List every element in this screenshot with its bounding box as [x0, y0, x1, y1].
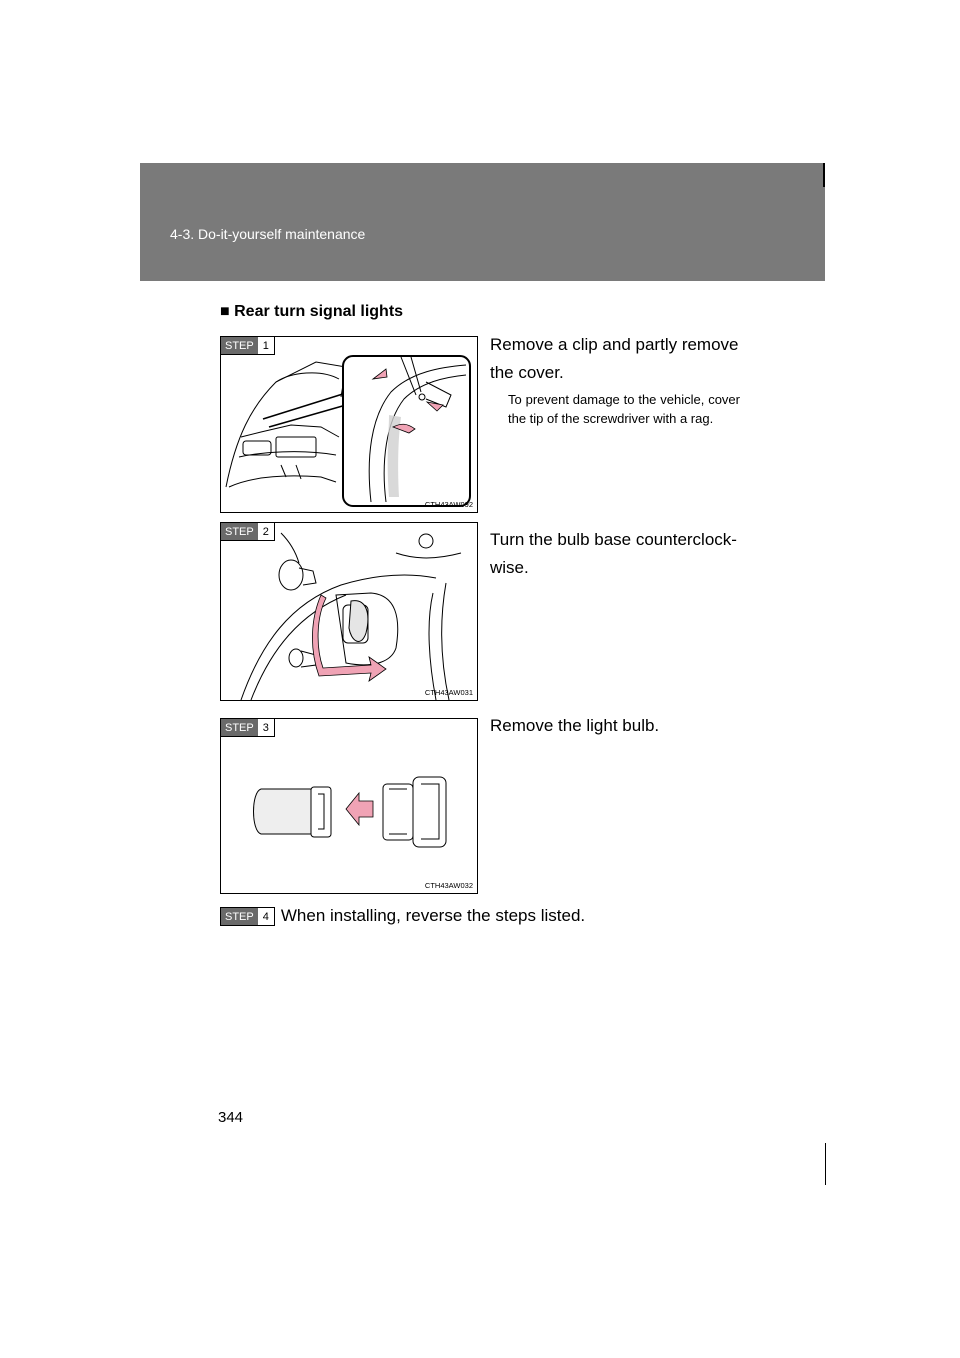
step-number: 3	[262, 722, 269, 734]
page-number: 344	[218, 1109, 244, 1126]
step-badge	[220, 907, 275, 926]
step4-row	[220, 906, 585, 926]
header-band	[140, 163, 825, 281]
figure-code: CTH43AW032	[424, 881, 473, 890]
step4-text: When installing, reverse the steps listed.	[280, 906, 586, 925]
step2-text: Turn the bulb base counterclock-wise.	[490, 530, 737, 577]
step2-figure	[220, 522, 478, 701]
rear-trunk-illustration	[221, 337, 477, 512]
step-label: STEP	[221, 908, 258, 925]
step-badge	[221, 719, 275, 737]
bulb-base-illustration	[221, 523, 477, 700]
corner-mark	[823, 163, 825, 187]
section-heading	[220, 303, 403, 321]
heading-bullet: ■	[220, 303, 230, 320]
light-bulb-illustration	[221, 719, 477, 893]
step1-figure	[220, 336, 478, 513]
step-badge	[221, 523, 275, 541]
step1-note: To prevent damage to the vehicle, cover the tip of the screwdriver with a rag.	[508, 392, 740, 426]
corner-mark	[825, 1143, 826, 1185]
section-title: 4-3. Do-it-yourself maintenance	[170, 226, 366, 242]
step3-text: Remove the light bulb.	[490, 716, 660, 735]
step-number: 2	[262, 526, 269, 538]
step-number: 1	[262, 340, 269, 352]
step1-text: Remove a clip and partly remove the cover.	[490, 335, 739, 382]
step-label: STEP	[221, 337, 258, 354]
heading-text: Rear turn signal lights	[234, 303, 404, 320]
step3-figure	[220, 718, 478, 894]
step-number: 4	[262, 910, 269, 923]
figure-code: CTH43AW092	[424, 500, 473, 509]
step-label: STEP	[221, 523, 258, 540]
step-badge	[221, 337, 275, 355]
figure-code: CTH43AW031	[424, 688, 473, 697]
step-label: STEP	[221, 719, 258, 736]
